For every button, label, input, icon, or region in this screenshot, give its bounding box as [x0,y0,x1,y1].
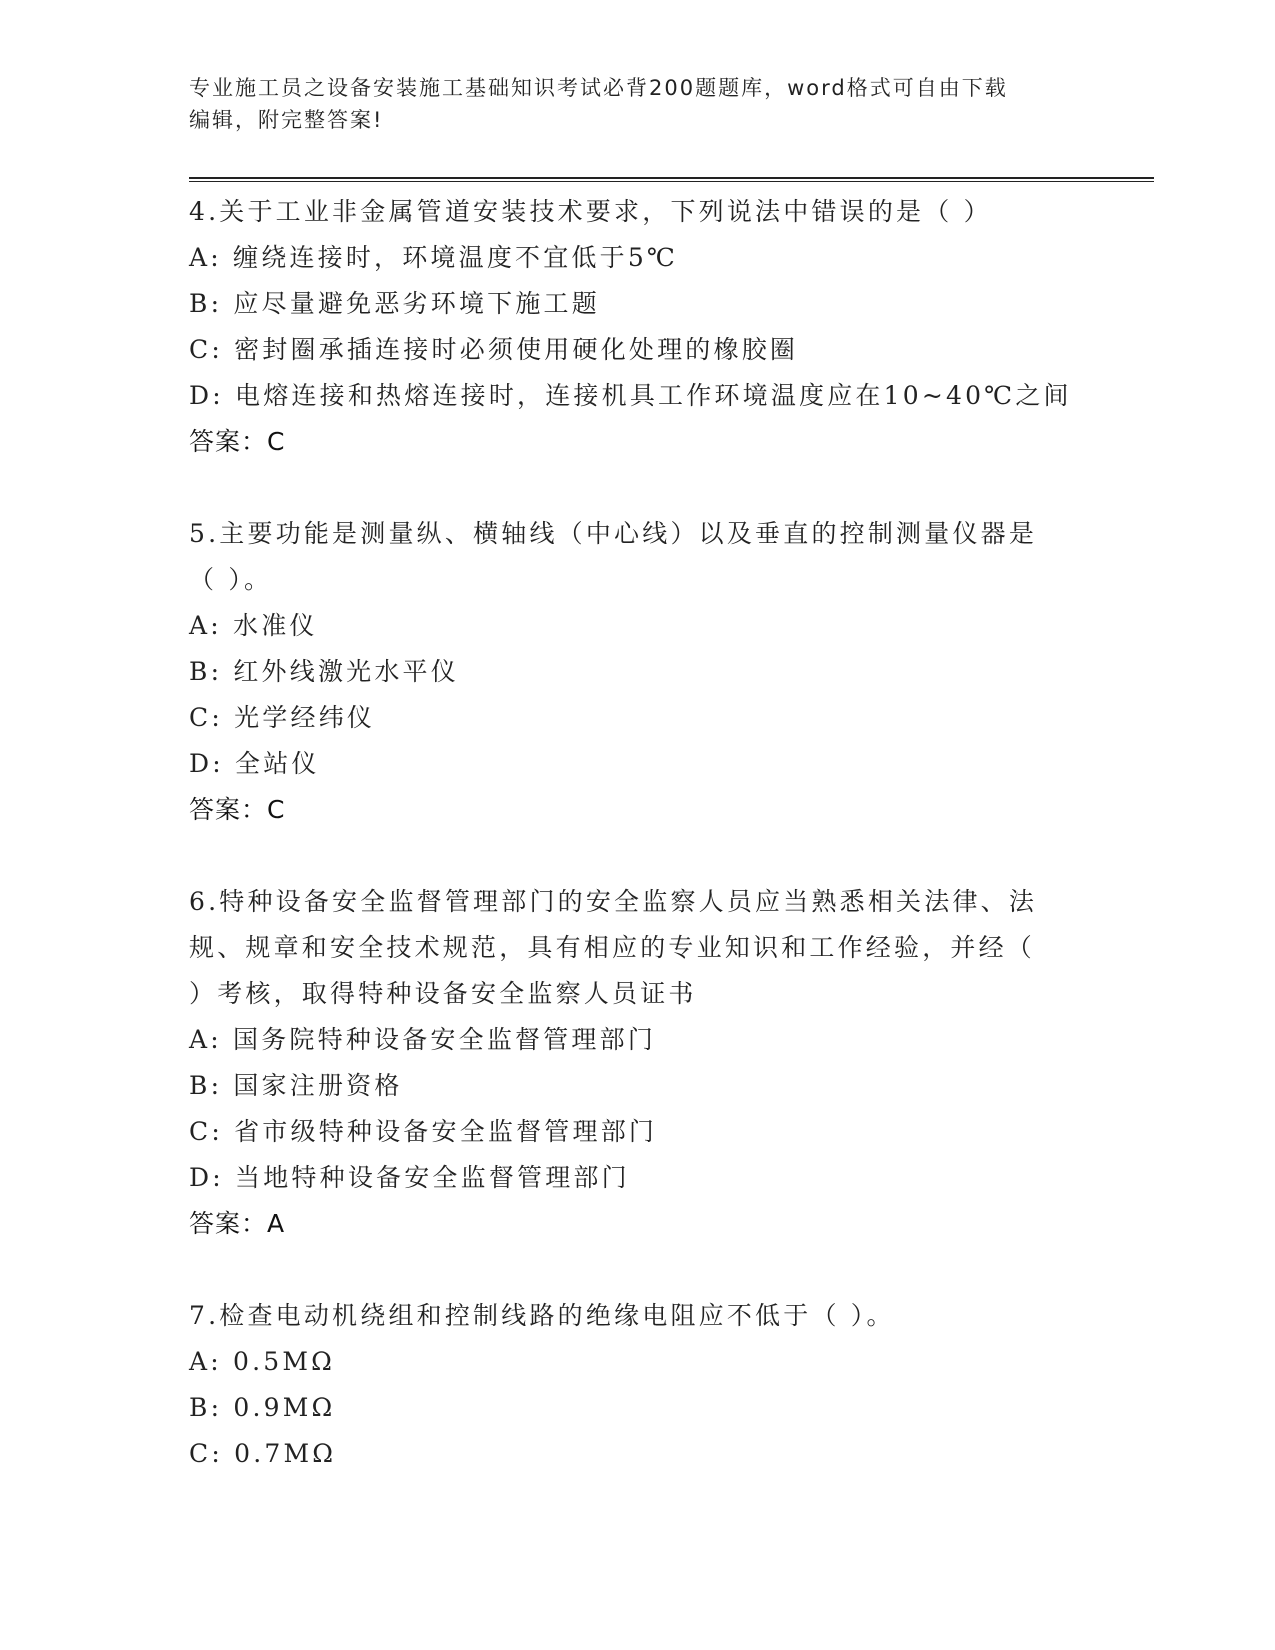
option-b: B: 应尽量避免恶劣环境下施工题 [189,289,600,318]
document-header [189,72,1089,136]
question-item [189,189,1089,465]
question-stem-continued: 规、规章和安全技术规范，具有相应的专业知识和工作经验，并经（ [189,933,1036,962]
option-d: D: 当地特种设备安全监督管理部门 [189,1163,630,1192]
header-divider [189,177,1154,179]
option-a: A: 水准仪 [189,611,318,640]
question-stem: 6.特种设备安全监督管理部门的安全监察人员应当熟悉相关法律、法 [189,887,1038,916]
question-item [189,879,1089,1247]
question-stem: 7.检查电动机绕组和控制线路的绝缘电阻应不低于（ ）。 [189,1301,895,1330]
option-a: A: 缠绕连接时，环境温度不宜低于5℃ [189,243,679,272]
question-list [189,189,1089,1523]
answer-line: 答案：C [189,427,286,456]
question-stem-continued: ）考核，取得特种设备安全监察人员证书 [189,979,697,1008]
question-item [189,511,1089,833]
question-item [189,1293,1089,1477]
header-line-1: 专业施工员之设备安装施工基础知识考试必背200题题库，word格式可自由下载 [189,76,1008,100]
question-stem-continued: （ ）。 [189,565,273,594]
header-divider-thin [189,181,1154,182]
question-stem: 4.关于工业非金属管道安装技术要求，下列说法中错误的是（ ） [189,197,992,226]
header-line-2: 编辑，附完整答案! [189,108,384,132]
answer-line: 答案：A [189,1209,286,1238]
option-b: B: 国家注册资格 [189,1071,403,1100]
option-d: D: 全站仪 [189,749,320,778]
option-c: C: 0.7MΩ [189,1439,337,1468]
option-a: A: 国务院特种设备安全监督管理部门 [189,1025,657,1054]
question-stem: 5.主要功能是测量纵、横轴线（中心线）以及垂直的控制测量仪器是 [189,519,1038,548]
option-b: B: 红外线激光水平仪 [189,657,459,686]
option-c: C: 省市级特种设备安全监督管理部门 [189,1117,658,1146]
option-b: B: 0.9MΩ [189,1393,336,1422]
option-c: C: 光学经纬仪 [189,703,376,732]
option-c: C: 密封圈承插连接时必须使用硬化处理的橡胶圈 [189,335,799,364]
option-a: A: 0.5MΩ [189,1347,336,1376]
option-d: D: 电熔连接和热熔连接时，连接机具工作环境温度应在10~40℃之间 [189,381,1072,410]
answer-line: 答案：C [189,795,286,824]
